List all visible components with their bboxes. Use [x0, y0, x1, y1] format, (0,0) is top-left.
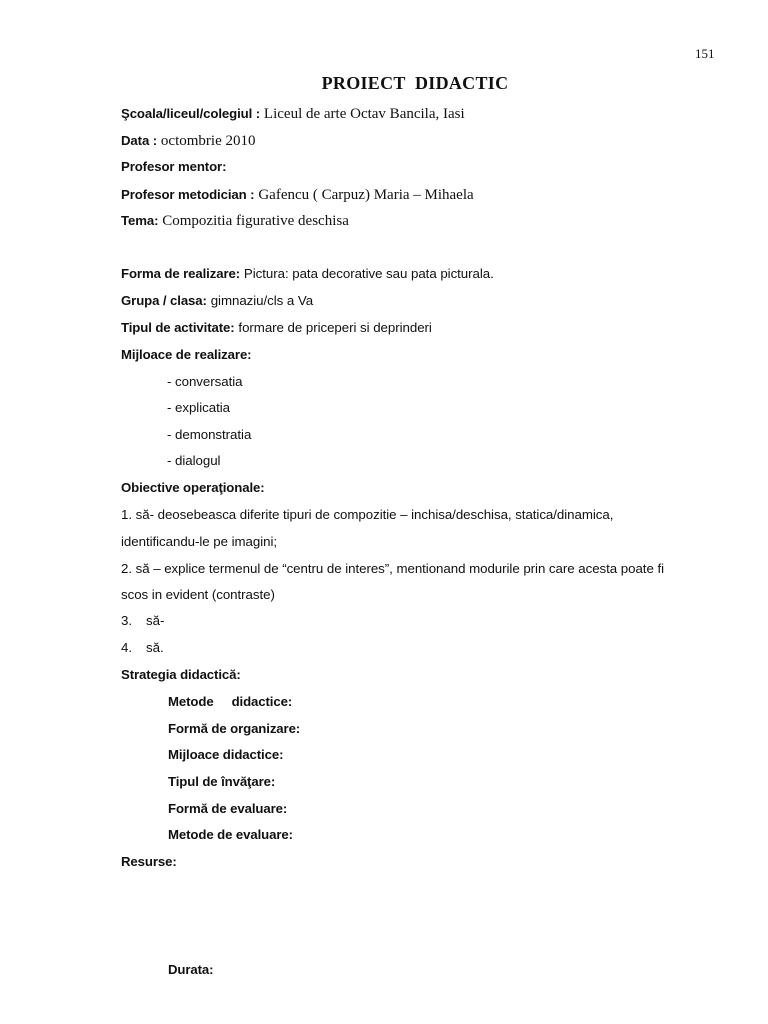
- group-value: gimnaziu/cls a Va: [210, 293, 314, 308]
- form-label: Forma de realizare:: [121, 266, 241, 281]
- school-row: [121, 104, 465, 124]
- methodologist-value: Gafencu ( Carpuz) Maria – Mihaela: [258, 187, 474, 203]
- date-label: Data :: [121, 133, 158, 148]
- objective-text: să-: [146, 613, 165, 628]
- activity-type-label: Tipul de activitate:: [121, 320, 235, 335]
- means-item: - demonstratia: [167, 427, 252, 442]
- methods-row: [168, 692, 292, 712]
- mentor-label: Profesor mentor:: [121, 159, 227, 174]
- objectives-row: [121, 478, 265, 498]
- evaluation-form-label: Formă de evaluare:: [168, 801, 288, 816]
- activity-type-value: formare de priceperi si deprinderi: [238, 320, 432, 335]
- methods-label-b: didactice:: [231, 694, 293, 709]
- theme-row: [121, 211, 349, 231]
- date-value: octombrie 2010: [160, 133, 256, 149]
- means-item: - explicatia: [167, 400, 230, 415]
- document-title: PROIECT DIDACTIC: [321, 73, 509, 93]
- activity-type-row: [121, 318, 432, 338]
- means-row: [121, 345, 251, 365]
- objective-item-continued: identificandu-le pe imagini;: [121, 534, 278, 549]
- page-number: 151: [695, 46, 715, 61]
- teaching-means-label: Mijloace didactice:: [168, 747, 284, 762]
- theme-value: Compozitia figurative deschisa: [162, 213, 349, 229]
- methods-label-a: Metode: [168, 694, 214, 709]
- means-label: Mijloace de realizare:: [121, 347, 252, 362]
- objective-number: 4.: [121, 640, 132, 655]
- learning-type-label: Tipul de învăţare:: [168, 774, 276, 789]
- strategy-label: Strategia didactică:: [121, 667, 241, 682]
- group-label: Grupa / clasa:: [121, 293, 207, 308]
- strategy-row: [121, 665, 241, 685]
- objective-item-continued: scos in evident (contraste): [121, 587, 275, 602]
- school-value: Liceul de arte Octav Bancila, Iasi: [263, 106, 465, 122]
- objectives-label: Obiective operaţionale:: [121, 480, 265, 495]
- objective-item: [121, 638, 164, 658]
- group-row: [121, 291, 313, 311]
- mentor-row: [121, 157, 226, 177]
- means-item: - dialogul: [167, 453, 221, 468]
- school-label: Şcoala/liceul/colegiul :: [121, 106, 261, 121]
- date-row: [121, 131, 256, 151]
- objective-item: 2. să – explice termenul de “centru de interes”, mentionand modurile prin care acesta poate fi: [121, 561, 664, 576]
- form-value: Pictura: pata decorative sau pata picturala.: [243, 266, 494, 281]
- objective-item: 1. să- deosebeasca diferite tipuri de compozitie – inchisa/deschisa, statica/dinamica,: [121, 507, 614, 522]
- organization-label: Formă de organizare:: [168, 721, 301, 736]
- means-item: - conversatia: [167, 374, 243, 389]
- form-row: [121, 264, 494, 284]
- objective-text: să.: [146, 640, 164, 655]
- evaluation-methods-label: Metode de evaluare:: [168, 827, 293, 842]
- theme-label: Tema:: [121, 213, 159, 228]
- objective-number: 3.: [121, 613, 132, 628]
- methodologist-label: Profesor metodician :: [121, 187, 255, 202]
- objective-item: [121, 611, 164, 631]
- resources-label: Resurse:: [121, 854, 177, 869]
- duration-label: Durata:: [168, 962, 214, 977]
- methodologist-row: [121, 185, 474, 205]
